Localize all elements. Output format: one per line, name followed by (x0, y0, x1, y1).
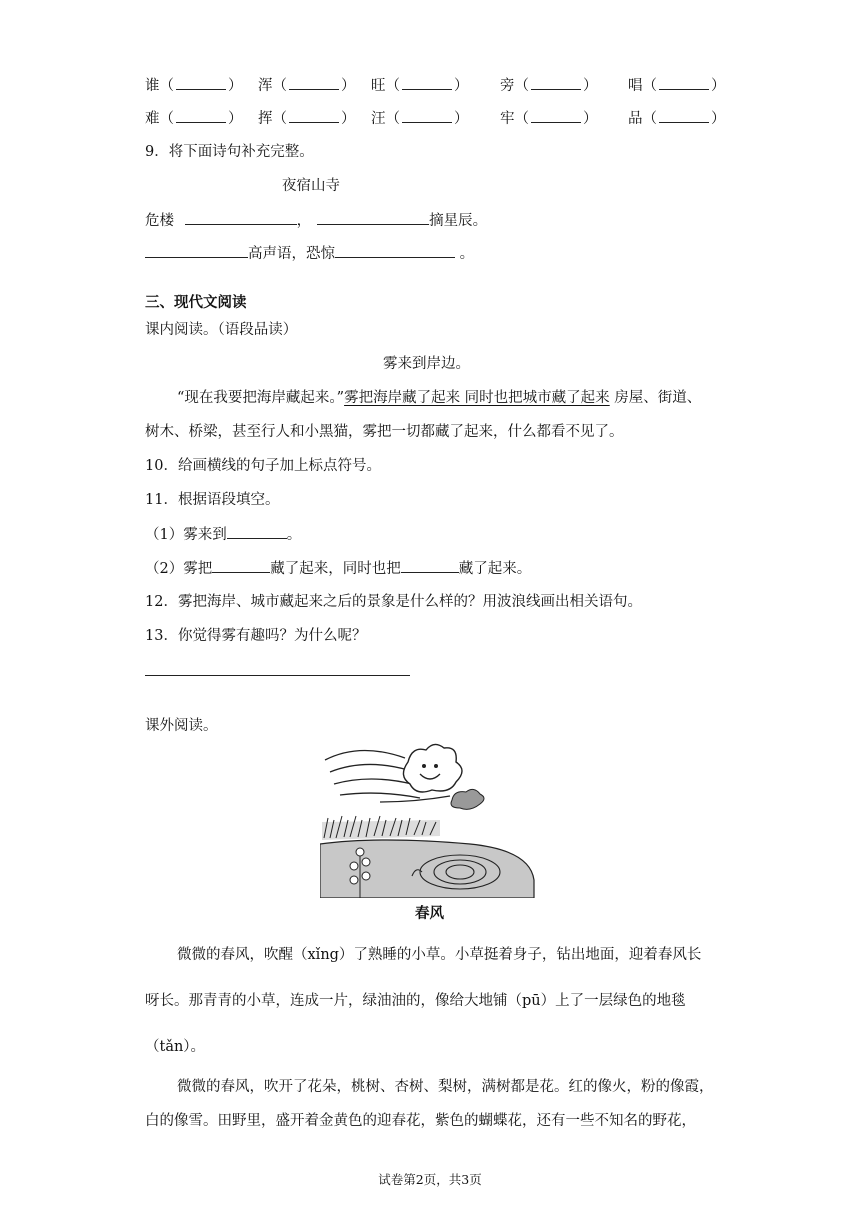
question-text: 藏了起来，同时也把 (270, 561, 401, 577)
poem-text: ， (296, 213, 312, 229)
poem-line-1 (145, 210, 487, 231)
paren-close: ） (583, 78, 598, 94)
fill-blank[interactable] (401, 558, 459, 573)
paren-close: ） (711, 78, 726, 94)
character: 汪 (371, 111, 386, 127)
paren-open: （ (514, 111, 529, 127)
q9-label: 9．将下面诗句补充完整。 (145, 144, 314, 160)
char-cell (145, 74, 243, 95)
poem-text: 。 (459, 246, 475, 262)
q11-1 (145, 524, 301, 545)
section-heading: 三、现代文阅读 (145, 294, 247, 311)
paren-close: ） (341, 111, 356, 127)
question-text: （2）雾把 (145, 561, 213, 577)
character: 牢 (500, 111, 515, 127)
passage-title: 雾来到岸边。 (383, 356, 470, 372)
story-title: 春风 (415, 905, 444, 922)
story-line: 微微的春风，吹醒（xǐng）了熟睡的小草。小草挺着身子，钻出地面，迎着春风长 (177, 947, 702, 963)
char-cell (258, 107, 356, 128)
story-line: 白的像雪。田野里，盛开着金黄色的迎春花，紫色的蝴蝶花，还有一些不知名的野花， (145, 1113, 696, 1129)
story-line: （tǎn）。 (145, 1039, 206, 1055)
q11-2 (145, 558, 531, 579)
question-text: 藏了起来。 (458, 561, 532, 577)
question-text: 。 (286, 527, 302, 543)
paren-close: ） (228, 78, 243, 94)
fill-blank[interactable] (335, 243, 455, 258)
paren-close: ） (341, 78, 356, 94)
fill-blank[interactable] (402, 76, 452, 90)
paren-close: ） (228, 111, 243, 127)
fill-blank[interactable] (227, 524, 287, 539)
paren-open: （ (159, 111, 174, 127)
fill-blank[interactable] (289, 109, 339, 123)
passage-line-1 (177, 388, 701, 408)
fill-blank[interactable] (176, 109, 226, 123)
character: 挥 (258, 111, 273, 127)
paren-open: （ (272, 111, 287, 127)
character: 旺 (371, 78, 386, 94)
reading-intro: 课内阅读。（语段品读） (145, 322, 298, 338)
fill-blank[interactable] (531, 109, 581, 123)
char-cell (500, 107, 598, 128)
character: 谁 (145, 78, 160, 94)
fill-blank[interactable] (185, 210, 297, 225)
fill-blank[interactable] (659, 109, 709, 123)
character: 浑 (258, 78, 273, 94)
underlined-sentence: 雾把海岸藏了起来 同时也把城市藏了起来 (344, 390, 610, 406)
poem-text: 摘星辰。 (429, 213, 488, 229)
page-footer: 试卷第2页，共3页 (378, 1172, 482, 1187)
character: 唱 (628, 78, 643, 94)
answer-line[interactable] (145, 675, 410, 676)
fill-blank[interactable] (531, 76, 581, 90)
question-text: （1）雾来到 (145, 527, 227, 543)
story-line: 微微的春风，吹开了花朵，桃树、杏树、梨树，满树都是花。红的像火，粉的像霞， (177, 1079, 714, 1095)
fill-blank[interactable] (317, 210, 429, 225)
paren-open: （ (272, 78, 287, 94)
char-cell (371, 74, 469, 95)
extra-intro: 课外阅读。 (145, 718, 218, 734)
paren-open: （ (159, 78, 174, 94)
paren-close: ） (583, 111, 598, 127)
q13: 13．你觉得雾有趣吗？为什么呢？ (145, 628, 367, 644)
fill-blank[interactable] (212, 558, 270, 573)
fill-blank[interactable] (145, 243, 248, 258)
poem-text: 危楼 (145, 213, 174, 229)
passage-line-2: 树木、桥梁，甚至行人和小黑猫，雾把一切都藏了起来，什么都看不见了。 (145, 424, 624, 440)
paren-open: （ (385, 111, 400, 127)
poem-title: 夜宿山寺 (282, 178, 340, 194)
poem-text: 高声语，恐惊 (248, 246, 335, 262)
poem-line-2 (145, 243, 474, 264)
paren-open: （ (642, 111, 657, 127)
character: 旁 (500, 78, 515, 94)
spring-wind-illustration (320, 740, 540, 898)
fill-blank[interactable] (289, 76, 339, 90)
char-cell (628, 74, 726, 95)
paren-close: ） (454, 78, 469, 94)
q10: 10．给画横线的句子加上标点符号。 (145, 458, 381, 474)
char-cell (145, 107, 243, 128)
paren-close: ） (711, 111, 726, 127)
paren-open: （ (642, 78, 657, 94)
passage-text: “现在我要把海岸藏起来。” (177, 390, 345, 406)
q11: 11．根据语段填空。 (145, 492, 280, 508)
passage-text: 房屋、街道、 (609, 390, 702, 406)
paren-open: （ (514, 78, 529, 94)
char-cell (371, 107, 469, 128)
story-line: 呀长。那青青的小草，连成一片，绿油油的，像给大地铺（pū）上了一层绿色的地毯 (145, 993, 686, 1009)
fill-blank[interactable] (659, 76, 709, 90)
character: 品 (628, 111, 643, 127)
char-cell (628, 107, 726, 128)
char-cell (500, 74, 598, 95)
character: 难 (145, 111, 160, 127)
fill-blank[interactable] (402, 109, 452, 123)
q12: 12．雾把海岸、城市藏起来之后的景象是什么样的？用波浪线画出相关语句。 (145, 594, 642, 610)
fill-blank[interactable] (176, 76, 226, 90)
paren-open: （ (385, 78, 400, 94)
paren-close: ） (454, 111, 469, 127)
char-cell (258, 74, 356, 95)
